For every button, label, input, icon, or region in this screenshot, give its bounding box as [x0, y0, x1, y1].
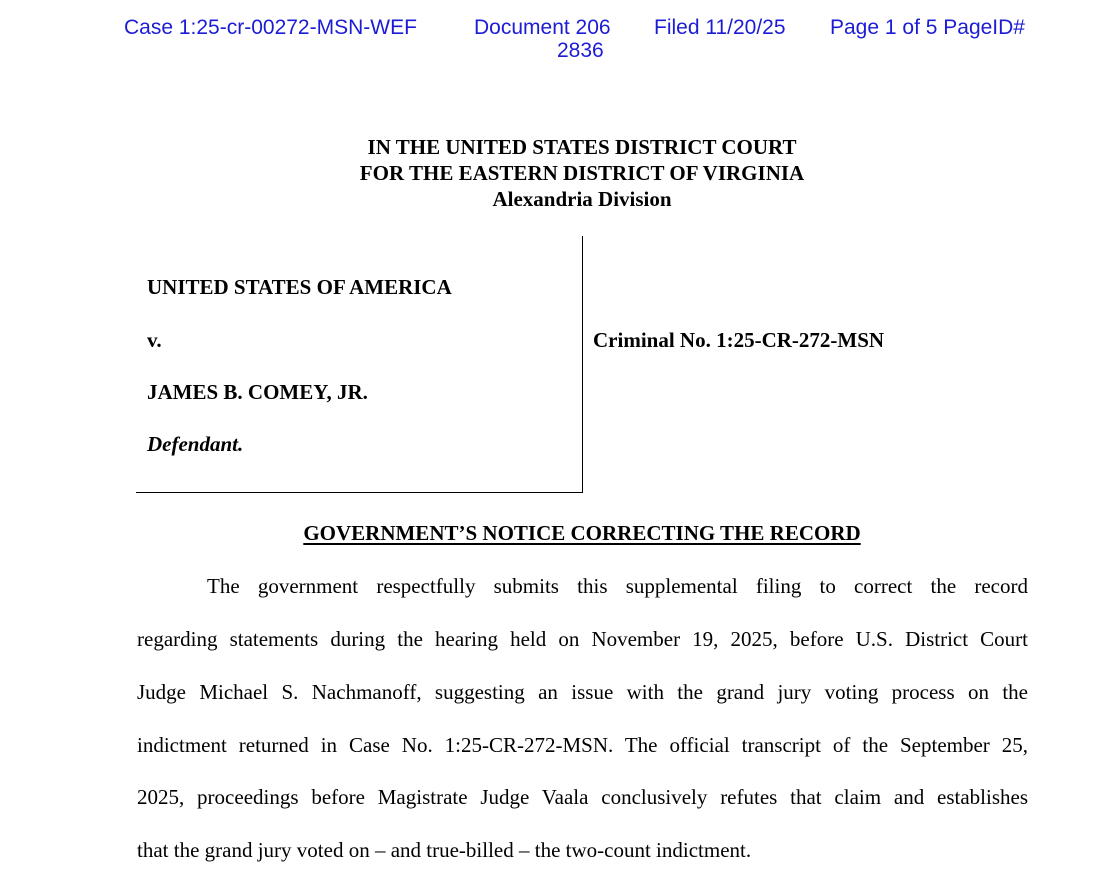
court-name-line: IN THE UNITED STATES DISTRICT COURT — [367, 135, 797, 159]
caption-versus: v. — [147, 328, 162, 352]
court-district-line: FOR THE EASTERN DISTRICT OF VIRGINIA — [359, 161, 805, 185]
court-heading — [0, 134, 1100, 212]
court-division: Alexandria Division — [492, 187, 672, 211]
caption-horizontal-rule — [136, 492, 583, 493]
body-line: 2025, proceedings before Magistrate Judge Vaala conclusively refutes that claim and establishes — [137, 785, 1028, 809]
ecf-page-count: Page 1 of 5 PageID# — [830, 16, 1025, 39]
ecf-page-id: 2836 — [557, 39, 604, 62]
document-title — [0, 521, 1100, 545]
body-line: Judge Michael S. Nachmanoff, suggesting an issue with the grand jury voting process on the — [137, 680, 1028, 704]
ecf-case-number: Case 1:25-cr-00272-MSN-WEF — [124, 16, 417, 39]
ecf-document-number: Document 206 — [474, 16, 611, 39]
body-line: indictment returned in Case No. 1:25-CR-272-MSN. The official transcript of the September 25, — [137, 733, 1028, 757]
caption-vertical-rule — [582, 236, 583, 493]
criminal-case-number: Criminal No. 1:25-CR-272-MSN — [593, 328, 885, 352]
document-title-text: GOVERNMENT’S NOTICE CORRECTING THE RECORD — [303, 521, 861, 545]
ecf-filed-date: Filed 11/20/25 — [654, 16, 786, 39]
caption-defendant-role: Defendant. — [147, 432, 244, 456]
body-line: The government respectfully submits this supplemental filing to correct the record — [207, 574, 1028, 598]
body-line: that the grand jury voted on – and true-billed – the two-count indictment. — [137, 838, 752, 862]
ecf-header-stamp — [0, 16, 1100, 66]
body-line: regarding statements during the hearing held on November 19, 2025, before U.S. District Court — [137, 627, 1028, 651]
caption-defendant: JAMES B. COMEY, JR. — [147, 380, 368, 404]
caption-plaintiff: UNITED STATES OF AMERICA — [147, 275, 452, 299]
